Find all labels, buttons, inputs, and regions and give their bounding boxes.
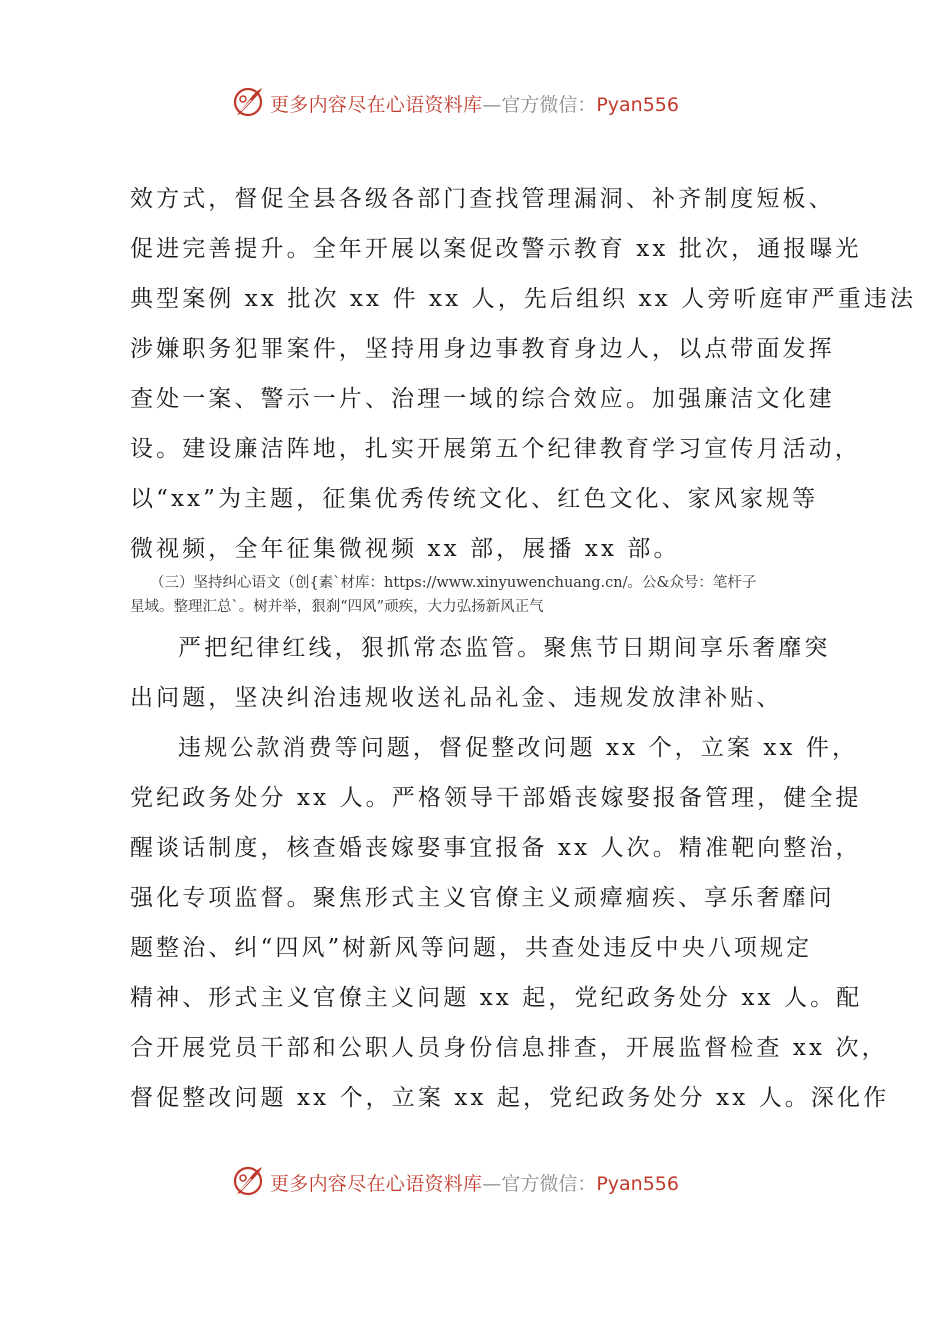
banner-wechat-label: 官方微信： — [501, 1173, 597, 1195]
banner-text — [270, 1169, 679, 1196]
banner-wechat-label: 官方微信： — [501, 94, 597, 116]
quill-pen-logo-icon — [231, 85, 265, 119]
section-heading-line-1: （三）坚持纠心语文（创{素`材库：https://www.xinyuwenchuang.cn/。公&众号：笔杆子 — [150, 575, 757, 591]
text-line: 党纪政务处分 xx 人。严格领导干部婚丧嫁娶报备管理，健全提 — [130, 785, 862, 811]
text-line: 查处一案、警示一片、治理一域的综合效应。加强廉洁文化建 — [130, 386, 835, 412]
text-line: 违规公款消费等问题，督促整改问题 xx 个，立案 xx 件， — [178, 735, 859, 761]
banner-brand-text: 更多内容尽在心语资料库 — [270, 94, 483, 116]
text-line: 效方式，督促全县各级各部门查找管理漏洞、补齐制度短板、 — [130, 186, 835, 212]
text-line: 督促整改问题 xx 个，立案 xx 起，党纪政务处分 xx 人。深化作 — [130, 1085, 890, 1111]
footer-watermark-banner — [0, 1163, 950, 1203]
banner-wechat-id: Pyan556 — [596, 1173, 679, 1195]
section-heading-line-2: 星域。整理汇总`。树并举，狠刹“四风”顽疾，大力弘扬新风正气 — [130, 599, 544, 615]
text-line: 促进完善提升。全年开展以案促改警示教育 xx 批次，通报曝光 — [130, 236, 862, 262]
banner-wechat-id: Pyan556 — [596, 94, 679, 116]
quill-pen-logo-icon — [231, 1164, 265, 1198]
text-line: 题整治、纠“四风”树新风等问题，共查处违反中央八项规定 — [130, 935, 813, 961]
text-line: 出问题，坚决纠治违规收送礼品礼金、违规发放津补贴、 — [130, 685, 783, 711]
text-line: 合开展党员干部和公职人员身份信息排查，开展监督检查 xx 次， — [130, 1035, 888, 1061]
banner-dash: — — [482, 94, 502, 116]
text-line: 精神、形式主义官僚主义问题 xx 起，党纪政务处分 xx 人。配 — [130, 985, 863, 1011]
text-line: 设。建设廉洁阵地，扎实开展第五个纪律教育学习宣传月活动， — [130, 436, 861, 462]
text-line: 严把纪律红线，狠抓常态监管。聚焦节日期间享乐奢靡突 — [178, 635, 831, 661]
text-line: 典型案例 xx 批次 xx 件 xx 人，先后组织 xx 人旁听庭审严重违法 — [130, 286, 917, 312]
banner-brand-text: 更多内容尽在心语资料库 — [270, 1173, 483, 1195]
header-watermark-banner — [0, 84, 950, 124]
banner-text — [270, 90, 679, 117]
text-line: 以“xx”为主题，征集优秀传统文化、红色文化、家风家规等 — [130, 486, 819, 512]
text-line: 强化专项监督。聚焦形式主义官僚主义顽瘴痼疾、享乐奢靡问 — [130, 885, 835, 911]
text-line: 醒谈话制度，核查婚丧嫁娶事宜报备 xx 人次。精准靶向整治， — [130, 835, 862, 861]
text-line: 微视频，全年征集微视频 xx 部，展播 xx 部。 — [130, 536, 680, 562]
banner-dash: — — [482, 1173, 502, 1195]
text-line: 涉嫌职务犯罪案件，坚持用身边事教育身边人，以点带面发挥 — [130, 336, 835, 362]
